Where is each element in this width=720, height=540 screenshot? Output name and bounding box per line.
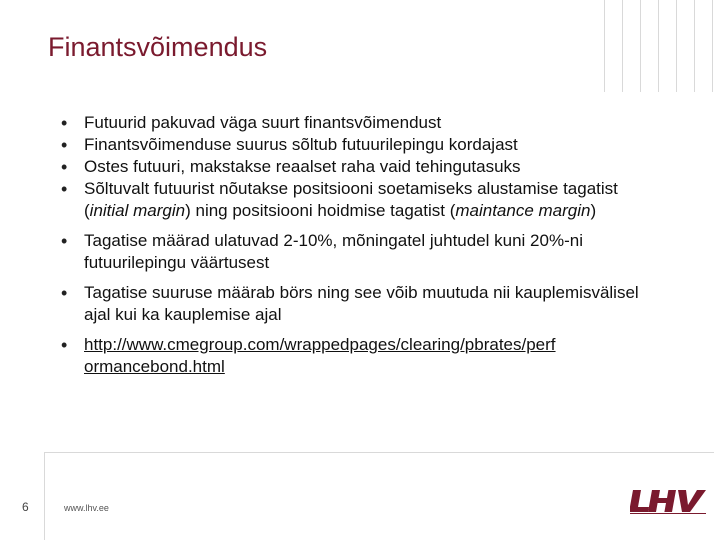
bullet-item	[60, 334, 650, 378]
bullet-icon: •	[61, 113, 68, 133]
bullet-icon: •	[61, 135, 68, 155]
bullet-item	[60, 134, 650, 156]
bullet-item	[60, 282, 650, 326]
bullet-text-part: ) ning positsiooni hoidmise tagatist (	[185, 201, 456, 220]
bullet-term: initial margin	[89, 201, 186, 220]
bullet-text: Tagatise suuruse määrab börs ning see võib muutuda nii kauplemisvälisel ajal kui ka kauplemise ajal	[84, 283, 639, 324]
bullet-text	[84, 179, 618, 220]
bullet-icon: •	[61, 283, 68, 303]
guide-line	[694, 0, 695, 92]
bullet-term: maintance margin	[455, 201, 591, 220]
bullet-item	[60, 230, 650, 274]
bullet-text: Tagatise määrad ulatuvad 2-10%, mõningatel juhtudel kuni 20%-ni futuurilepingu väärtusest	[84, 231, 583, 272]
guide-line	[640, 0, 641, 92]
bullet-item	[60, 178, 650, 222]
page-number: 6	[22, 500, 29, 514]
bullet-icon: •	[61, 231, 68, 251]
guide-line	[712, 0, 713, 92]
guide-line	[658, 0, 659, 92]
bullet-text-part: Sõltuvalt futuurist nõutakse positsiooni soetamiseks alustamise tagatist (	[84, 179, 618, 220]
footer-url: www.lhv.ee	[64, 503, 109, 513]
bullet-text: Futuurid pakuvad väga suurt finantsvõimendust	[84, 113, 442, 132]
bullet-text-part: )	[590, 201, 597, 220]
bullet-text: Ostes futuuri, makstakse reaalset raha vaid tehingutasuks	[84, 157, 521, 176]
bullet-list	[60, 112, 650, 378]
lhv-logo	[630, 488, 706, 514]
bullet-icon: •	[61, 335, 68, 355]
bullet-text: Finantsvõimenduse suurus sõltub futuurilepingu kordajast	[84, 135, 518, 154]
slide-title: Finantsvõimendus	[48, 32, 268, 62]
footer-divider	[44, 452, 45, 540]
guide-line	[676, 0, 677, 92]
bullet-icon: •	[61, 157, 68, 177]
footer-divider	[44, 452, 714, 453]
bullet-item	[60, 112, 650, 134]
bullet-icon: •	[61, 179, 68, 199]
bullet-item	[60, 156, 650, 178]
margin-rates-link[interactable]: http://www.cmegroup.com/wrappedpages/clearing/pbrates/perf ormancebond.html	[84, 335, 556, 376]
guide-line	[622, 0, 623, 92]
guide-line	[604, 0, 605, 92]
